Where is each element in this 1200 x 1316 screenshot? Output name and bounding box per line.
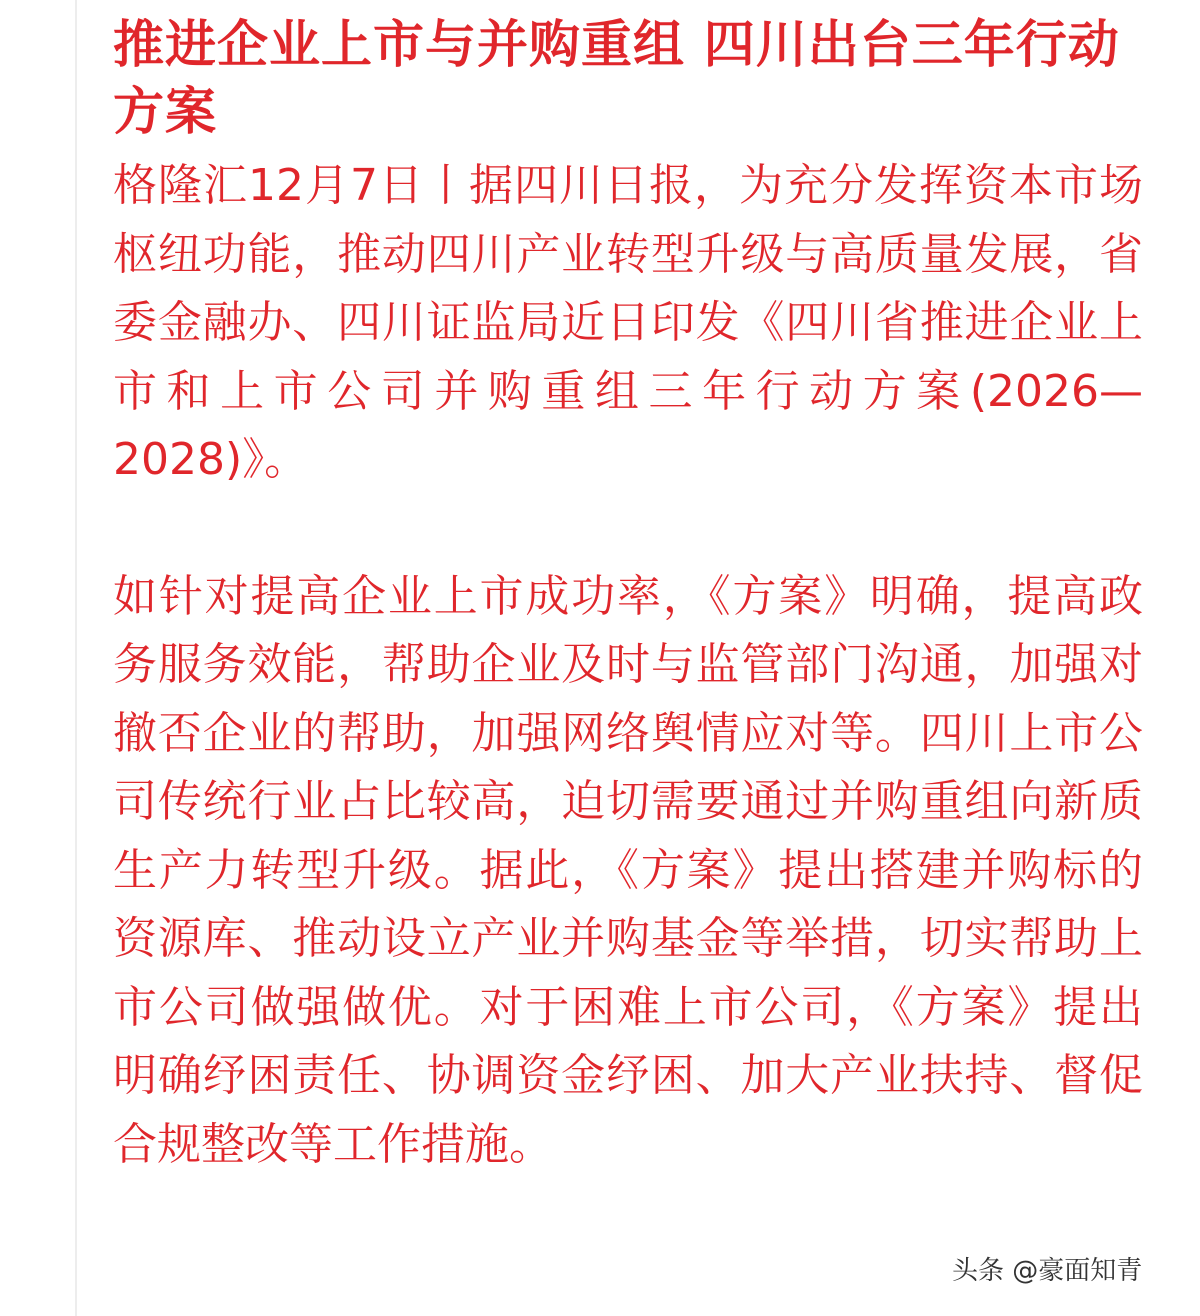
article-body — [113, 12, 1143, 1179]
article-paragraph: 如针对提高企业上市成功率，《方案》明确，提高政务服务效能，帮助企业及时与监管部门沟通，加强对撤否企业的帮助，加强网络舆情应对等。四川上市公司传统行业占比较高，迫切需要通过并购重组向新质生产力转型升级。据此，《方案》提出搭建并购标的资源库、推动设立产业并购基金等举措，切实帮助上市公司做强做优。对于困难上市公司，《方案》提出明确纾困责任、协调资金纾困、加大产业扶持、督促合规整改等工作措施。 — [113, 570, 1143, 1170]
article-title: 推进企业上市与并购重组 四川出台三年行动方案 — [113, 16, 1120, 142]
article-paragraph: 格隆汇12月7日丨据四川日报，为充分发挥资本市场枢纽功能，推动四川产业转型升级与高质量发展，省委金融办、四川证监局近日印发《四川省推进企业上市和上市公司并购重组三年行动方案(2026—2028)》。 — [113, 160, 1143, 485]
left-divider — [75, 0, 77, 1316]
source-watermark: 头条 @豪面知青 — [952, 1256, 1143, 1286]
